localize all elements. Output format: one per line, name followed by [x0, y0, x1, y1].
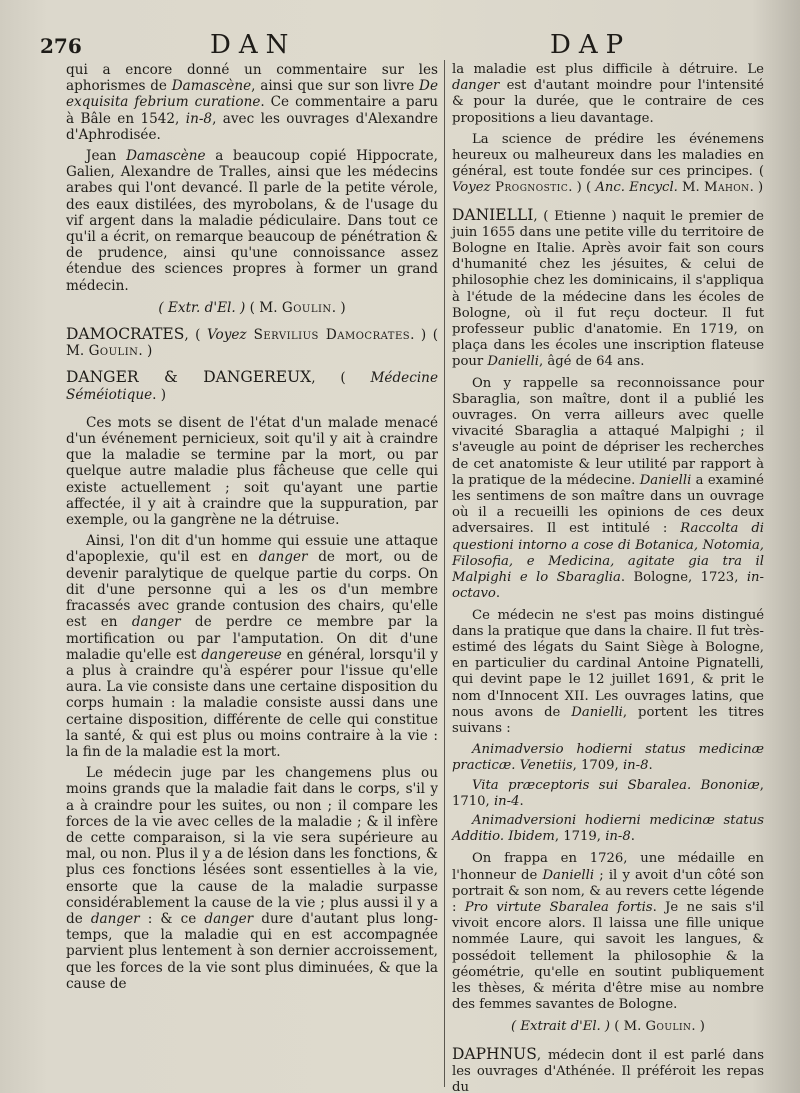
paragraph-danger-definition: Ces mots se disent de l'état d'un malade menacé d'un événement pernicieux, soit qu'il y ait à craindre que la maladie se termine par la mort, ou par quelque autre maladie plus fâcheuse que celle qui existe actuellement ; soit qu'ayant une partie affectée, il y ait à craindre que la suppuration, par exemple, ou la gangrène ne la détruise.: [66, 414, 438, 529]
paragraph-damascene-works: qui a encore donné un commentaire sur les aphorismes de Damascène, ainsi que sur son livre De exquisita febrium curatione. Ce commentaire a paru à Bâle en 1542, in-8, avec les ouvrages d'Alexandre d'Aphrodisée.: [66, 62, 439, 143]
entry-damocrates: DAMOCRATES, ( Voyez Servilius Damocrates. ) ( M. Goulin. ): [66, 325, 438, 360]
citation-additio: Animadversioni hodierni medicinæ status Additio. Ibidem, 1719, in-8.: [452, 812, 764, 845]
paragraph-prognostic: La science de prédire les événemens heureux ou malheureux dans les maladies en général, est toute fondée sur ces principes. ( Voyez Prognostic. ) ( Anc. Encycl. M. Mahon. ): [452, 131, 764, 196]
running-head: [0, 26, 800, 66]
entry-danger-heading: DANGER & DANGEREUX, ( Médecine Séméiotique. ): [66, 368, 438, 403]
paragraph-sbaraglia: On y rappelle sa reconnoissance pour Sbaraglia, son maître, dont il a publié les ouvrages. On verra ailleurs avec quelle vivacité Sbaraglia a attaqué Malpighi ; il s'aveugle au point de dépriser les recherches de cet anatomiste & leur utilité par rapport à la pratique de la médecine. Danielli a examiné les sentimens de son maître dans un ouvrage où il a recueilli les opinions de ces deux adversaires. Il est intitulé : Raccolta di questioni intorno a cose di Botanica, Notomia, Filosofia, e Medicina, agitate gia tra il Malpighi e lo Sbaraglia. Bologne, 1723, in-octavo.: [452, 375, 764, 602]
column-divider: [444, 60, 445, 1087]
paragraph-jean-damascene: Jean Damascène a beaucoup copié Hippocrate, Galien, Alexandre de Tralles, ainsi que les médecins arabes qui l'ont devancé. Il parle de la petite vérole, des eaux distilées, des myrobolans, & de l'usage du vif argent dans la maladie pédiculaire. Dans tout ce qu'il a écrit, on remarque beaucoup de pénétration & de prudence, ainsi qu'une connoissance assez étendue des sciences propres à former un grand médecin.: [66, 148, 438, 294]
signature-goulin: ( Extr. d'El. ) ( M. Goulin. ): [158, 299, 346, 316]
entry-daphnus: DAPHNUS, médecin dont il est parlé dans les ouvrages d'Athénée. Il préféroit les repas du: [452, 1044, 764, 1093]
running-head-left: DAN: [210, 30, 297, 60]
entry-danielli: DANIELLI, ( Etienne ) naquit le premier de juin 1655 dans une petite ville du territoire de Bologne en Italie. Après avoir fait son cours d'humanité chez les jésuites, & celui de philosophie chez les dominicains, il s'appliqua à l'étude de la médecine dans les écoles de Bologne, où il fut reçu docteur. Il fut professeur public d'anatomie. En 1719, on plaça dans les écoles une inscription flateuse pour Danielli, âgé de 64 ans.: [452, 205, 764, 370]
left-column: [66, 62, 438, 1093]
paragraph-practice: Ce médecin ne s'est pas moins distingué dans la pratique que dans la chaire. Il fut très-estimé des légats du Saint Siège à Bologne, en particulier du cardinal Antoine Pignatelli, qui devint pape le 12 juillet 1691, & prit le nom d'Innocent XII. Les ouvrages latins, que nous avons de Danielli, portent les titres suivans :: [452, 607, 764, 736]
running-head-right: DAP: [550, 30, 632, 60]
signature-goulin-right: ( Extrait d'El. ) ( M. Goulin. ): [511, 1019, 705, 1035]
citation-vita: Vita præceptoris sui Sbaralea. Bononiæ, 1710, in-4.: [452, 777, 764, 809]
paragraph-danger-examples: Ainsi, l'on dit d'un homme qui essuie une attaque d'apoplexie, qu'il est en danger de mort, ou de devenir paralytique de quelque partie du corps. On dit d'une personne qui a les os d'un membre fracassés avec grande contusion des chairs, qu'elle est en danger de perdre ce membre par la mortification ou par l'amputation. On dit d'une maladie qu'elle est dangereuse en général, lorsqu'il y a plus à craindre qu'à espérer pour l'issue qu'elle aura. La vie consiste dans une certaine disposition du corps humain : la maladie consiste aussi dans une certaine disposition, différente de celle qui constitue la santé, & qui est plus ou moins contraire à la vie : la fin de la maladie est la mort.: [66, 533, 438, 760]
page-number: 276: [40, 34, 82, 58]
paragraph-medal: On frappa en 1726, une médaille en l'honneur de Danielli ; il y avoit d'un côté son portrait & son nom, & au revers cette légende : Pro virtute Sbaralea fortis. Je ne sais s'il vivoit encore alors. Il laissa une fille unique nommée Laure, qui savoit les langues, & possédoit tellement la philosophie & la géométrie, qu'elle en soutint publiquement les thèses, & mérita d'être mise au nombre des femmes savantes de Bologne.: [452, 851, 765, 1013]
right-column: [452, 62, 764, 1093]
paragraph-danger-judgement: Le médecin juge par les changemens plus ou moins grands que la maladie fait dans le corps, s'il y a à craindre pour les suites, ou non ; il compare les forces de la vie avec celles de la maladie ; & il infère de cette comparaison, si la vie sera supérieure au mal, ou non. Plus il y a de lésion dans les fonctions, & plus ces fonctions lésées sont essentielles à la vie, ensorte que la cause de la maladie surpasse considérablement la cause de la vie ; plus aussi il y a de danger : & ce danger dure d'autant plus long-temps, que la maladie qui en est accompagnée parvient plus lentement à son dernier accroissement, que les forces de la vie sont plus diminuées, & que la cause de: [66, 765, 439, 992]
citation-animadversio: Animadversio hodierni status medicinæ practicæ. Venetiis, 1709, in-8.: [452, 742, 764, 774]
paragraph-danger-continued: la maladie est plus difficile à détruire. Le danger est d'autant moindre pour l'intensité & pour la durée, que le contraire de ces propositions a lieu davantage.: [452, 62, 764, 126]
